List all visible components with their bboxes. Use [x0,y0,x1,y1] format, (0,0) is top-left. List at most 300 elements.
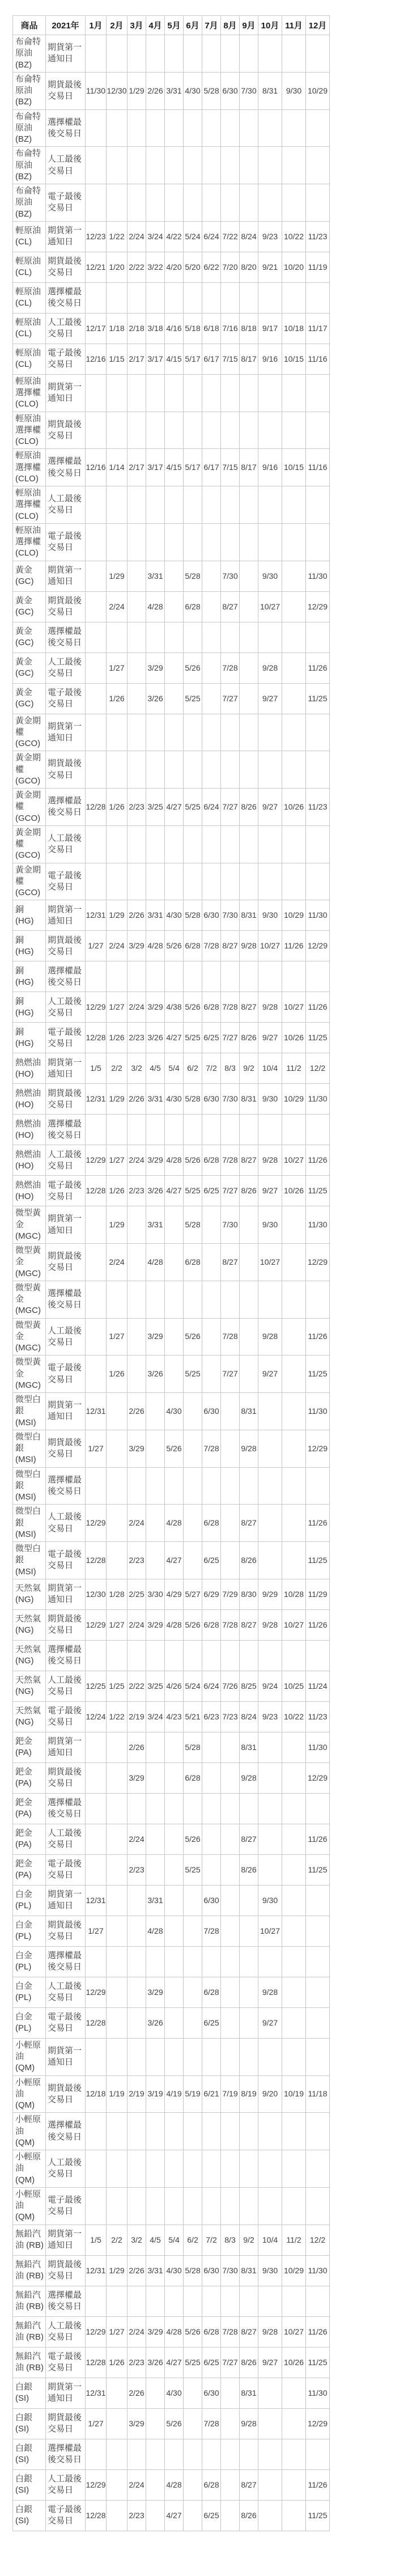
date-cell [107,282,128,313]
date-cell [258,282,282,313]
date-cell: 8/31 [258,72,282,109]
date-cell: 4/28 [165,2316,184,2347]
date-cell: 12/16 [86,449,107,486]
date-cell [258,2187,282,2225]
date-cell [165,2150,184,2188]
date-cell [258,147,282,184]
header-row [13,16,330,35]
date-cell [107,751,128,789]
date-cell [202,1281,221,1318]
product-name-cell: 鈀金 (PA) [13,1793,46,1824]
date-cell [258,2408,282,2439]
product-name-cell: 天然氣 (NG) [13,1579,46,1609]
date-cell [221,2469,240,2500]
date-cell [165,2439,184,2469]
date-type-cell: 人工最後交易日 [46,1145,86,1176]
date-cell [184,2378,202,2408]
date-cell [258,2500,282,2531]
date-cell: 9/20 [258,2075,282,2113]
date-cell [240,2007,258,2038]
date-cell: 3/17 [146,344,165,374]
date-cell [184,1505,202,1542]
product-name-cell: 天然氣 (NG) [13,1609,46,1640]
product-name-cell: 黃金期權 (GCO) [13,789,46,826]
date-cell [146,714,165,751]
date-cell [306,1640,330,1671]
date-cell: 5/26 [184,1318,202,1355]
date-cell: 2/23 [128,2500,146,2531]
product-name-cell: 白金 (PL) [13,1916,46,1946]
date-cell: 6/28 [202,1505,221,1542]
date-cell: 6/30 [221,72,240,109]
date-cell: 2/26 [128,1084,146,1115]
date-cell [146,2469,165,2500]
date-cell [258,2378,282,2408]
date-cell: 9/30 [258,900,282,931]
date-cell [240,1793,258,1824]
date-cell: 1/27 [86,2408,107,2439]
date-cell: 8/26 [240,789,258,826]
date-cell [128,1640,146,1671]
table-row [13,789,330,826]
date-cell: 3/25 [146,1671,165,1701]
date-cell: 3/31 [146,561,165,591]
date-cell: 6/25 [202,2500,221,2531]
table-row [13,2439,330,2469]
date-cell [202,1824,221,1854]
date-cell [202,282,221,313]
date-cell [184,1115,202,1145]
date-cell: 8/19 [240,2075,258,2113]
date-type-cell: 期貨第一通知日 [46,2225,86,2255]
date-cell: 12/23 [86,221,107,252]
date-cell: 11/24 [306,1671,330,1701]
date-cell: 11/30 [306,2255,330,2286]
product-name-cell: 鈀金 (PA) [13,1854,46,1885]
date-cell [221,1430,240,1467]
date-cell: 8/25 [240,1671,258,1701]
date-cell [202,751,221,789]
date-cell [258,863,282,900]
date-cell: 1/26 [107,1176,128,1206]
date-type-cell: 選擇權最後交易日 [46,1793,86,1824]
date-cell: 6/28 [184,591,202,622]
date-cell [128,653,146,683]
date-cell: 8/31 [240,1732,258,1762]
date-cell [258,1115,282,1145]
date-cell [258,1393,282,1430]
date-cell: 9/27 [258,1176,282,1206]
date-cell [306,35,330,73]
product-name-cell: 白金 (PL) [13,1977,46,2007]
product-name-cell: 黃金 (GC) [13,653,46,683]
date-cell: 10/27 [282,1145,306,1176]
date-cell [146,751,165,789]
date-cell [240,863,258,900]
table-row [13,591,330,622]
date-cell: 8/27 [240,1609,258,1640]
date-cell [282,374,306,412]
table-row [13,653,330,683]
date-cell [165,1355,184,1393]
date-cell: 6/2 [184,2225,202,2255]
date-cell: 1/26 [107,2347,128,2378]
table-row [13,1176,330,1206]
date-cell [107,2286,128,2316]
date-type-cell: 人工最後交易日 [46,313,86,344]
date-cell: 10/26 [282,789,306,826]
date-cell [107,2150,128,2188]
date-type-cell: 選擇權最後交易日 [46,109,86,147]
date-cell: 2/24 [128,1824,146,1854]
date-type-cell: 人工最後交易日 [46,486,86,524]
date-cell: 7/23 [221,1701,240,1732]
product-name-cell: 白銀 (SI) [13,2408,46,2439]
date-cell: 12/30 [107,72,128,109]
date-type-cell: 期貨第一通知日 [46,2038,86,2075]
date-cell: 6/17 [202,344,221,374]
date-cell [107,622,128,653]
date-cell: 3/24 [146,221,165,252]
date-cell [258,1467,282,1505]
date-cell: 2/24 [128,1145,146,1176]
date-type-cell: 期貨最後交易日 [46,2075,86,2113]
date-cell: 5/17 [184,449,202,486]
date-cell [184,751,202,789]
date-cell [282,1505,306,1542]
product-name-cell: 熱燃油 (HO) [13,1115,46,1145]
date-type-cell: 選擇權最後交易日 [46,1640,86,1671]
date-cell: 5/4 [165,1053,184,1084]
date-type-cell: 電子最後交易日 [46,683,86,714]
date-cell [128,1946,146,1977]
date-cell: 6/28 [202,992,221,1023]
date-cell [86,412,107,449]
date-type-cell: 選擇權最後交易日 [46,961,86,992]
date-cell: 1/22 [107,1701,128,1732]
date-cell: 6/25 [202,1023,221,1053]
date-cell [86,147,107,184]
product-name-cell: 布侖特原油 (BZ) [13,35,46,73]
date-cell [202,2187,221,2225]
date-cell [128,109,146,147]
date-cell: 5/27 [184,1579,202,1609]
date-cell [184,109,202,147]
date-cell: 12/29 [86,992,107,1023]
date-cell [165,486,184,524]
date-cell [282,282,306,313]
date-cell [306,2439,330,2469]
table-row [13,714,330,751]
date-cell: 5/26 [165,1430,184,1467]
date-cell [306,282,330,313]
date-cell [86,2187,107,2225]
date-cell: 2/19 [128,2075,146,2113]
date-cell [86,1318,107,1355]
date-type-cell: 選擇權最後交易日 [46,2439,86,2469]
date-cell: 6/29 [202,1579,221,1609]
product-name-cell: 輕原油選擇權 (CLO) [13,449,46,486]
date-cell: 9/28 [240,1430,258,1467]
date-cell [146,2500,165,2531]
date-type-cell: 人工最後交易日 [46,2469,86,2500]
table-row [13,1854,330,1885]
date-cell [184,2150,202,2188]
date-cell: 8/27 [221,931,240,961]
date-cell: 9/28 [240,931,258,961]
date-cell: 7/30 [240,72,258,109]
date-cell: 12/29 [306,2408,330,2439]
date-cell [221,1854,240,1885]
table-row [13,1505,330,1542]
date-cell [146,1430,165,1467]
date-cell [240,2439,258,2469]
date-cell: 3/25 [146,789,165,826]
date-cell [282,751,306,789]
date-cell: 11/26 [306,1318,330,1355]
table-row [13,1281,330,1318]
date-type-cell: 期貨最後交易日 [46,412,86,449]
date-cell [86,1793,107,1824]
date-cell: 11/26 [306,2316,330,2347]
date-cell: 5/25 [184,1854,202,1885]
date-cell: 2/24 [107,931,128,961]
date-cell [202,714,221,751]
date-cell: 10/29 [282,2255,306,2286]
date-cell: 9/28 [258,2316,282,2347]
date-cell [165,1467,184,1505]
product-name-cell: 輕原油選擇權 (CLO) [13,374,46,412]
date-cell [128,1467,146,1505]
date-cell [282,1244,306,1281]
table-row [13,1916,330,1946]
table-row [13,825,330,863]
date-cell [306,714,330,751]
date-cell [128,2187,146,2225]
header-month-cell: 4月 [146,16,165,35]
date-cell: 10/25 [282,1671,306,1701]
date-type-cell: 電子最後交易日 [46,2187,86,2225]
date-cell: 7/30 [221,561,240,591]
date-cell: 7/28 [221,1145,240,1176]
date-cell [107,2439,128,2469]
date-cell [306,961,330,992]
date-cell [184,374,202,412]
date-cell [107,486,128,524]
date-cell [146,523,165,561]
date-cell [86,1355,107,1393]
date-type-cell: 電子最後交易日 [46,1023,86,1053]
date-cell [146,35,165,73]
date-cell [282,1467,306,1505]
date-cell [202,2439,221,2469]
date-cell: 8/30 [240,1579,258,1609]
date-cell: 9/30 [258,1084,282,1115]
date-cell [306,1793,330,1824]
product-name-cell: 布侖特原油 (BZ) [13,109,46,147]
date-cell [165,184,184,222]
date-cell [240,622,258,653]
date-cell: 6/25 [202,2347,221,2378]
date-cell: 2/17 [128,449,146,486]
date-cell: 6/2 [184,1053,202,1084]
date-type-cell: 電子最後交易日 [46,863,86,900]
date-cell: 3/29 [128,1762,146,1793]
date-cell: 11/30 [306,2378,330,2408]
date-cell [146,2439,165,2469]
table-row [13,2113,330,2150]
date-cell [221,184,240,222]
date-cell [165,1854,184,1885]
date-cell: 7/29 [221,1579,240,1609]
date-type-cell: 期貨最後交易日 [46,252,86,282]
table-row [13,2347,330,2378]
date-type-cell: 電子最後交易日 [46,523,86,561]
date-cell [306,1115,330,1145]
date-cell [146,1640,165,1671]
date-cell: 6/30 [202,1393,221,1430]
date-cell [146,1946,165,1977]
date-cell [184,35,202,73]
date-cell: 9/28 [240,1762,258,1793]
date-cell [202,374,221,412]
date-cell [128,2439,146,2469]
date-cell [258,1281,282,1318]
date-cell [107,1885,128,1916]
date-cell: 8/27 [240,2469,258,2500]
date-cell: 1/27 [107,1609,128,1640]
date-cell [184,1916,202,1946]
date-type-cell: 期貨第一通知日 [46,1579,86,1609]
date-type-cell: 電子最後交易日 [46,184,86,222]
date-type-cell: 期貨最後交易日 [46,2408,86,2439]
date-cell: 10/29 [282,900,306,931]
date-cell: 10/18 [282,313,306,344]
date-cell: 12/28 [86,1023,107,1053]
date-cell [221,1467,240,1505]
product-name-cell: 白銀 (SI) [13,2469,46,2500]
date-cell: 6/28 [202,1145,221,1176]
date-cell [107,523,128,561]
date-cell: 4/30 [165,2255,184,2286]
date-cell: 6/25 [202,2007,221,2038]
date-cell [221,486,240,524]
date-cell: 8/27 [240,2316,258,2347]
date-cell: 1/29 [128,72,146,109]
date-cell: 11/25 [306,1176,330,1206]
date-cell [202,1640,221,1671]
date-cell [202,523,221,561]
date-cell [146,1467,165,1505]
date-cell: 11/26 [306,1505,330,1542]
date-cell [202,1206,221,1244]
date-cell: 10/27 [282,1609,306,1640]
date-cell: 5/28 [202,72,221,109]
date-cell [86,751,107,789]
date-cell: 2/24 [128,221,146,252]
date-cell [128,486,146,524]
product-name-cell: 黃金期權 (GCO) [13,863,46,900]
date-cell: 6/17 [202,449,221,486]
date-cell: 9/21 [258,252,282,282]
date-cell [128,1793,146,1824]
date-type-cell: 選擇權最後交易日 [46,789,86,826]
date-cell: 7/27 [221,1176,240,1206]
date-cell: 9/17 [258,313,282,344]
product-name-cell: 布侖特原油 (BZ) [13,184,46,222]
date-cell: 9/28 [258,1318,282,1355]
date-cell: 7/16 [221,313,240,344]
date-cell: 7/27 [221,1355,240,1393]
date-cell [107,2500,128,2531]
date-cell [184,1542,202,1579]
date-cell [146,1542,165,1579]
date-cell: 9/16 [258,449,282,486]
date-cell [258,486,282,524]
date-cell [107,1977,128,2007]
product-name-cell: 無鉛汽油 (RB) [13,2316,46,2347]
date-cell: 11/26 [306,1145,330,1176]
date-cell [146,2150,165,2188]
date-cell: 3/24 [146,1701,165,1732]
date-cell [128,751,146,789]
date-cell: 5/28 [184,561,202,591]
date-cell [282,2439,306,2469]
date-cell [258,523,282,561]
date-type-cell: 期貨最後交易日 [46,751,86,789]
table-row [13,252,330,282]
date-cell [282,184,306,222]
date-type-cell: 人工最後交易日 [46,653,86,683]
date-cell [221,1824,240,1854]
date-cell: 6/24 [202,1671,221,1701]
date-cell [86,2439,107,2469]
date-cell [202,683,221,714]
date-cell: 7/28 [221,653,240,683]
date-cell: 1/26 [107,789,128,826]
table-row [13,2316,330,2347]
date-cell [202,486,221,524]
date-cell [306,486,330,524]
date-cell: 1/26 [107,1023,128,1053]
date-cell: 2/26 [128,900,146,931]
date-type-cell: 期貨第一通知日 [46,561,86,591]
date-cell: 6/28 [202,1609,221,1640]
date-cell: 7/22 [221,221,240,252]
date-cell [146,1793,165,1824]
header-month-cell: 10月 [258,16,282,35]
date-cell: 6/28 [202,2316,221,2347]
date-cell [240,1885,258,1916]
date-cell [306,863,330,900]
date-cell: 1/5 [86,2225,107,2255]
date-cell [282,561,306,591]
date-cell: 8/17 [240,449,258,486]
date-cell: 3/29 [146,2316,165,2347]
date-cell [165,1824,184,1854]
date-cell: 3/29 [146,1609,165,1640]
date-cell [184,825,202,863]
header-month-cell: 5月 [165,16,184,35]
date-cell: 6/30 [202,2255,221,2286]
date-cell [107,412,128,449]
table-row [13,374,330,412]
product-name-cell: 銅 (HG) [13,992,46,1023]
date-cell: 3/2 [128,2225,146,2255]
table-row [13,2038,330,2075]
date-cell [184,1885,202,1916]
table-row [13,412,330,449]
